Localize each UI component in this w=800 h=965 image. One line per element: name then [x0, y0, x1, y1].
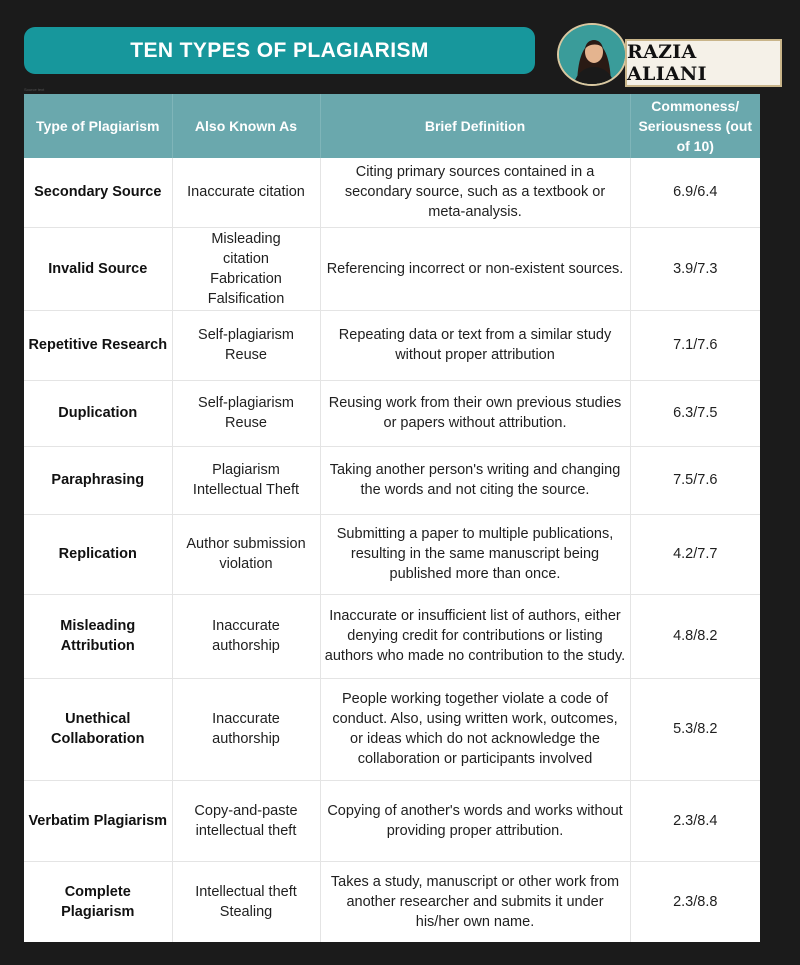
table-row — [24, 861, 760, 942]
score-cell: 7.1/7.6 — [630, 310, 760, 380]
table-row — [24, 227, 760, 310]
definition-cell: Copying of another's words and works without providing proper attribution. — [320, 780, 630, 861]
table-body — [24, 158, 760, 942]
aka-cell: Self-plagiarism Reuse — [172, 310, 320, 380]
plagiarism-table-container — [24, 94, 760, 942]
definition-cell: Taking another person's writing and changing the words and not citing the source. — [320, 446, 630, 514]
table-row — [24, 594, 760, 678]
brand-name: RAZIA ALIANI — [625, 39, 782, 87]
type-cell: Unethical Collaboration — [24, 678, 172, 780]
author-avatar — [557, 23, 627, 86]
score-cell: 4.2/7.7 — [630, 514, 760, 594]
definition-cell: People working together violate a code of conduct. Also, using written work, outcomes, or ideas which do not acknowledge the collaboration or participants involved — [320, 678, 630, 780]
type-cell: Duplication — [24, 380, 172, 446]
definition-cell: Repeating data or text from a similar study without proper attribution — [320, 310, 630, 380]
table-row — [24, 380, 760, 446]
score-cell: 7.5/7.6 — [630, 446, 760, 514]
column-header-aka: Also Known As — [172, 94, 320, 158]
plagiarism-table — [24, 94, 760, 942]
definition-cell: Citing primary sources contained in a secondary source, such as a textbook or meta-analysis. — [320, 158, 630, 227]
type-cell: Replication — [24, 514, 172, 594]
aka-cell: Inaccurate authorship — [172, 678, 320, 780]
aka-cell: Plagiarism Intellectual Theft — [172, 446, 320, 514]
type-cell: Invalid Source — [24, 227, 172, 310]
author-portrait-icon — [559, 25, 627, 86]
table-row — [24, 678, 760, 780]
type-cell: Misleading Attribution — [24, 594, 172, 678]
aka-cell: Misleading citation Fabrication Falsification — [172, 227, 320, 310]
aka-cell: Self-plagiarism Reuse — [172, 380, 320, 446]
definition-cell: Referencing incorrect or non-existent sources. — [320, 227, 630, 310]
aka-cell: Inaccurate citation — [172, 158, 320, 227]
score-cell: 2.3/8.8 — [673, 893, 718, 910]
score-cell: 6.3/7.5 — [630, 380, 760, 446]
page-title: TEN TYPES OF PLAGIARISM — [24, 27, 535, 74]
score-cell: 2.3/8.4 — [630, 780, 760, 861]
table-row — [24, 446, 760, 514]
score-cell: 6.9/6.4 — [630, 158, 760, 227]
table-row — [24, 310, 760, 380]
type-cell: Verbatim Plagiarism — [24, 780, 172, 861]
type-cell: Complete Plagiarism — [24, 861, 172, 942]
score-cell: 3.9/7.3 — [630, 227, 760, 310]
type-cell: Repetitive Research — [24, 310, 172, 380]
column-header-type: Type of Plagiarism — [24, 94, 172, 158]
definition-cell: Inaccurate or insufficient list of authors, either denying credit for contributions or listing authors who made no contribution to the study. — [320, 594, 630, 678]
column-header-score: Commoness/ Seriousness (out of 10) — [630, 94, 760, 158]
table-header — [24, 94, 760, 158]
definition-cell: Reusing work from their own previous studies or papers without attribution. — [320, 380, 630, 446]
score-cell: 4.8/8.2 — [630, 594, 760, 678]
table-row — [24, 780, 760, 861]
type-cell: Paraphrasing — [24, 446, 172, 514]
type-cell: Secondary Source — [24, 158, 172, 227]
aka-cell: Author submission violation — [172, 514, 320, 594]
table-row — [24, 158, 760, 227]
source-note: Source text — [24, 87, 45, 92]
column-header-definition: Brief Definition — [320, 94, 630, 158]
aka-cell: Inaccurate authorship — [172, 594, 320, 678]
aka-cell: Copy-and-paste intellectual theft — [172, 780, 320, 861]
table-row — [24, 514, 760, 594]
score-cell: 5.3/8.2 — [630, 678, 760, 780]
definition-cell: Submitting a paper to multiple publications, resulting in the same manuscript being published more than once. — [320, 514, 630, 594]
aka-cell: Intellectual theft Stealing — [172, 861, 320, 942]
definition-cell: Takes a study, manuscript or other work from another researcher and submits it under his/her own name. — [320, 861, 630, 942]
